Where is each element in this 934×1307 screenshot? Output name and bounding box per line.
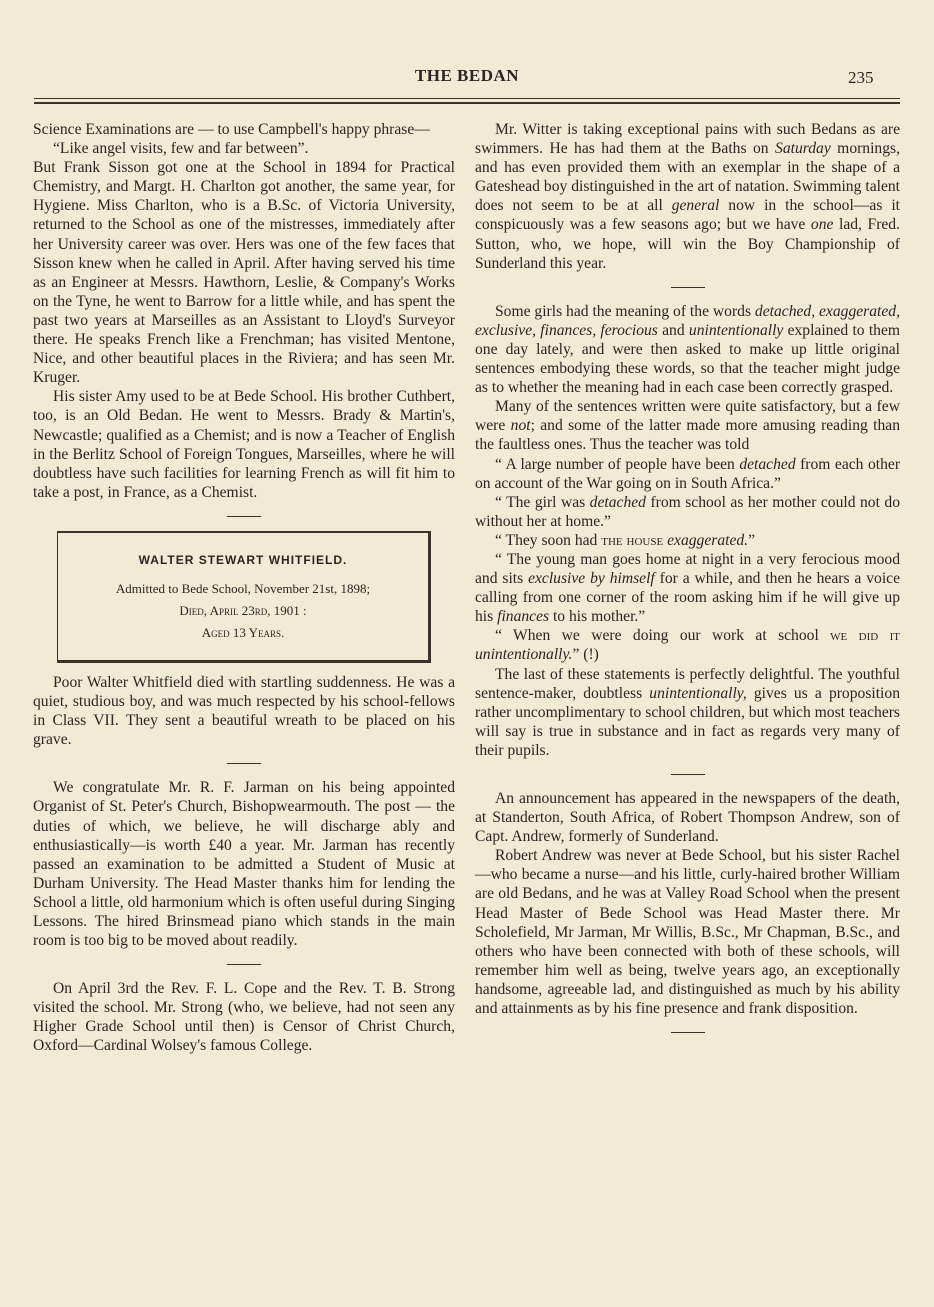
quotation: “ When we were doing our work at school we did it unintentionally.” (!): [475, 627, 900, 664]
quotation: “Like angel visits, few and far between”.: [53, 140, 309, 158]
section-divider: [671, 774, 705, 775]
paragraph: On April 3rd the Rev. F. L. Cope and the Rev. T. B. Strong visited the school. Mr. Strong (who, we believe, had not seen any Higher Grade School until then) is Censor of Christ Church, Oxford—Cardinal Wolsey's famous College.: [33, 980, 455, 1055]
obituary-box: [57, 531, 431, 663]
section-divider: [227, 516, 261, 517]
left-column: [33, 120, 455, 1056]
paragraph: Some girls had the meaning of the words detached, exaggerated, exclusive, finances, ferocious and unintentionally explained to them one day lately, and were then asked to make up little original sentences embodying these words, so that the teacher might judge as to whether the meaning had in each case been correctly grasped.: [475, 302, 901, 397]
paragraph: But Frank Sisson got one at the School in 1894 for Practical Chemistry, and Margt. H. Charlton got another, the same year, for Hygiene. Miss Charlton, who is a B.Sc. of Victoria University, returned to the School as one of the mistresses, immediately after her University career was over. Hers was one of the few faces that Sisson knew when he called in April. After having served his time as an Engineer at Messrs. Hawthorn, Leslie, & Company's Works on the Tyne, he went to Barrow for a little while, and has spent the past two years at Marseilles as an Assistant to Lloyd's Surveyor there. He speaks French like a Frenchman; has visited Mentone, Nice, and other beautiful places in the Riviera; and has seen Mr. Kruger.: [33, 159, 455, 387]
paragraph: Science Examinations are — to use Campbell's happy phrase—: [33, 121, 430, 138]
paragraph: The last of these statements is perfectly delightful. The youthful sentence-maker, doubtless unintentionally, gives us a proposition rather uncomplimentary to school children, but which most teachers will say is true in substance and in fact as regards very many of their pupils.: [475, 665, 900, 759]
page-number: 235: [848, 68, 874, 87]
section-divider: [671, 287, 705, 288]
obituary-died: Died, April 23rd, 1901 :: [179, 602, 307, 618]
section-divider: [227, 763, 261, 764]
paragraph: An announcement has appeared in the newspapers of the death, at Standerton, South Africa, of Robert Thompson Andrew, son of Capt. Andrew, formerly of Sunderland.: [475, 790, 900, 846]
paragraph: Poor Walter Whitfield died with startling suddenness. He was a quiet, studious boy, and was much respected by his school-fellows in Class VII. They sent a beautiful wreath to be placed on his grave.: [33, 673, 455, 749]
header-rule: [34, 98, 900, 99]
quotation: “ A large number of people have been detached from each other on account of the War going on in South Africa.”: [475, 455, 901, 492]
paragraph: Many of the sentences written were quite satisfactory, but a few were not; and some of the latter made more amusing reading than the faultless ones. Thus the teacher was told: [475, 398, 901, 454]
right-column: [475, 120, 900, 1047]
paragraph: We congratulate Mr. R. F. Jarman on his being appointed Organist of St. Peter's Church, Bishopwearmouth. The post — the duties of which, we believe, he will discharge ably and enthusiastically—is worth £40 a year. Mr. Jarman has recently passed an examination to be admitted a Student of Music at Durham University. The Head Master thanks him for lending the School a little, old harmonium which is often useful during Singing Lessons. The hired Brinsmead piano which stands in the main room is too big to be moved about readily.: [33, 779, 455, 950]
paragraph: Robert Andrew was never at Bede School, but his sister Rachel—who became a nurse—and his little, curly-haired brother William are old Bedans, and he was at Valley Road School when the present Head Master of Bede School was Head Master there. Mr Scholefield, Mr Jarman, Mr Willis, B.Sc., Mr Chapman, B.Sc., and others who have been connected with both of these schools, will remember him well as being, twelve years ago, an exceptionally handsome, agreeable lad, and distinguished as much by his ability and attainments as by his fine presence and frank disposition.: [475, 847, 900, 1018]
obituary-admitted: Admitted to Bede School, November 21st, 1898;: [115, 580, 371, 596]
obituary-age: Aged 13 Years.: [201, 624, 285, 640]
header-rule-double: [34, 102, 900, 104]
quotation: “ The young man goes home at night in a very ferocious mood and sits exclusive by himself for a while, and then he hears a voice calling from one corner of the room asking him if he will give up his finances to his mother.”: [475, 550, 900, 626]
quotation: “ The girl was detached from school as her mother could not do without her at home.”: [475, 493, 900, 530]
paragraph: His sister Amy used to be at Bede School. His brother Cuthbert, too, is an Old Bedan. He went to Messrs. Brady & Martin's, Newcastle; qualified as a Chemist; and is now a Teacher of English in the Berlitz School of Foreign Tongues, Marseilles, where he will doubtless have such facilities for learning French as will fit him to take a post, in France, as a Chemist.: [33, 388, 455, 501]
paragraph: Mr. Witter is taking exceptional pains with such Bedans as are swimmers. He has had them at the Baths on Saturday mornings, and has even provided them with an exemplar in the shape of a Gateshead boy distinguished in the art of natation. Swimming talent does not seem to be at all general now in the school—as it conspicuously was a few seasons ago; but we have one lad, Fred. Sutton, who, we hope, will win the Boy Championship of Sunderland this year.: [475, 121, 901, 272]
obituary-title: WALTER STEWART WHITFIELD.: [138, 552, 348, 567]
section-divider: [227, 964, 261, 965]
section-divider: [671, 1032, 705, 1033]
quotation: “ They soon had the house exaggerated.”: [495, 531, 755, 549]
running-title: THE BEDAN: [414, 66, 520, 85]
